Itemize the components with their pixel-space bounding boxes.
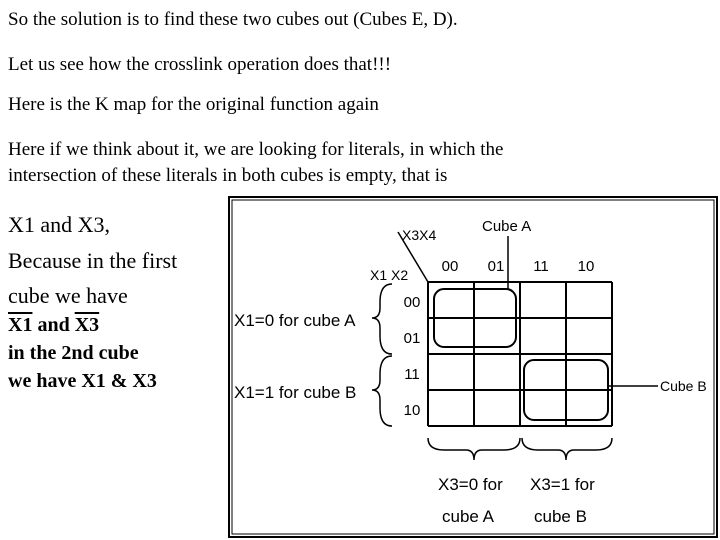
row-label-11: 11 — [404, 366, 420, 383]
x3-zero-line1: X3=0 for — [438, 475, 503, 494]
and-word: and — [37, 314, 70, 336]
x1-complement: X1 — [8, 314, 33, 336]
x3-zero-line2: cube A — [442, 507, 494, 526]
cube-a-label: Cube A — [482, 218, 532, 235]
x3-complement: X3 — [74, 314, 100, 336]
col-label-01: 01 — [487, 258, 505, 275]
side-text-1: X1 and X3, — [8, 212, 111, 237]
col-label-00: 00 — [441, 258, 459, 275]
row-label-01: 01 — [403, 330, 421, 347]
x3-one-line2: cube B — [534, 507, 587, 526]
row-label-00: 00 — [403, 294, 421, 311]
side-bold-2: in the 2nd cube — [8, 342, 139, 364]
text-line-2: Let us see how the crosslink operation does that!!! — [8, 54, 392, 75]
text-line-1: So the solution is to find these two cubes out (Cubes E, D). — [8, 9, 458, 30]
col-variable-label: X3X4 — [402, 227, 437, 243]
text-line-4a: Here if we think about it, we are looking for literals, in which the — [8, 139, 504, 160]
side-text-2: Because in the first — [8, 248, 178, 273]
col-label-11: 11 — [533, 258, 549, 275]
row-label-10: 10 — [403, 402, 421, 419]
x1-zero-cube-a: X1=0 for cube A — [234, 311, 356, 330]
complement-literals — [8, 313, 99, 337]
side-bold-3: we have X1 & X3 — [8, 370, 157, 392]
k-map-figure — [228, 196, 718, 538]
text-line-3: Here is the K map for the original function again — [8, 94, 379, 115]
side-text-3: cube we have — [8, 283, 128, 308]
x1-one-cube-b: X1=1 for cube B — [234, 383, 357, 402]
row-variable-label: X1 X2 — [370, 267, 409, 283]
text-line-4b: intersection of these literals in both cubes is empty, that is — [8, 165, 448, 186]
col-label-10: 10 — [577, 258, 595, 275]
cube-b-label: Cube B — [660, 378, 707, 394]
x3-one-line1: X3=1 for — [530, 475, 595, 494]
